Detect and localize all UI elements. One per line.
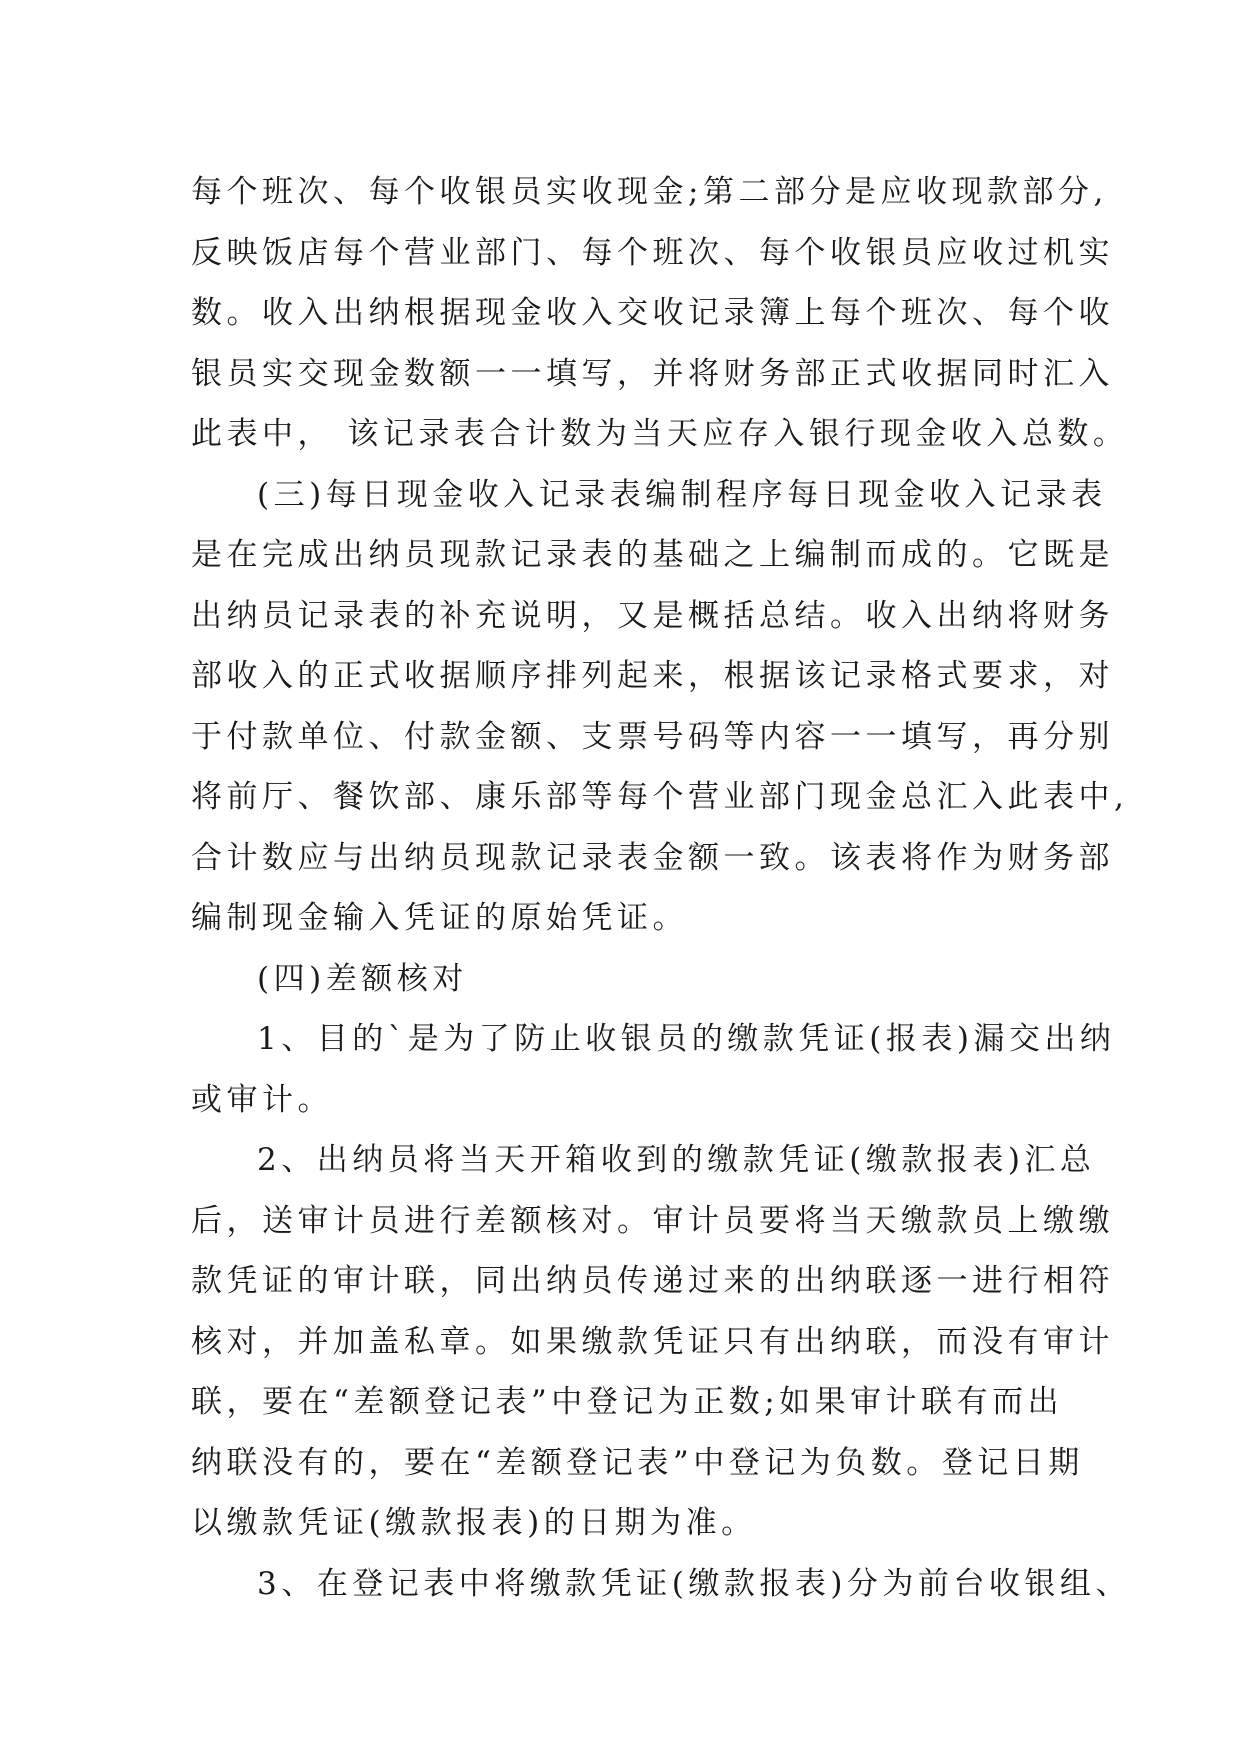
text-line: 数。收入出纳根据现金收入交收记录簿上每个班次、每个收 (191, 295, 1114, 331)
text-line: 编制现金输入凭证的原始凭证。 (191, 900, 688, 936)
text-line: (三)每日现金收入记录表编制程序每日现金收入记录表 (257, 476, 1107, 513)
text-line: 联，要在“差额登记表”中登记为正数;如果审计联有而出 (191, 1384, 1064, 1420)
text-line: 款凭证的审计联，同出纳员传递过来的出纳联逐一进行相符 (191, 1263, 1114, 1299)
text-line: 部收入的正式收据顺序排列起来，根据该记录格式要求，对 (191, 658, 1114, 694)
text-line: 3、在登记表中将缴款凭证(缴款报表)分为前台收银组、 (257, 1565, 1131, 1602)
text-line: 银员实交现金数额一一填写，并将财务部正式收据同时汇入 (191, 355, 1114, 392)
text-line: 以缴款凭证(缴款报表)的日期为准。 (191, 1505, 757, 1541)
text-line: 此表中， 该记录表合计数为当天应存入银行现金收入总数。 (191, 416, 1129, 452)
text-line: 或审计。 (191, 1081, 333, 1118)
text-line: 每个班次、每个收银员实收现金;第二部分是应收现款部分, (191, 174, 1108, 210)
document-body (191, 162, 1131, 1614)
text-line: 将前厅、餐饮部、康乐部等每个营业部门现金总汇入此表中, (191, 779, 1129, 815)
text-line: 1、目的`是为了防止收银员的缴款凭证(报表)漏交出纳 (257, 1021, 1116, 1057)
text-line: 反映饭店每个营业部门、每个班次、每个收银员应收过机实 (191, 234, 1114, 271)
text-line: 出纳员记录表的补充说明，又是概括总结。收入出纳将财务 (191, 597, 1114, 634)
text-line: 纳联没有的，要在“差额登记表”中登记为负数。登记日期 (191, 1444, 1084, 1481)
text-line: (四)差额核对 (257, 960, 468, 997)
text-line: 于付款单位、付款金额、支票号码等内容一一填写，再分别 (191, 718, 1114, 755)
text-line: 2、出纳员将当天开箱收到的缴款凭证(缴款报表)汇总 (257, 1142, 1096, 1178)
text-line: 合计数应与出纳员现款记录表金额一致。该表将作为财务部 (191, 839, 1114, 876)
text-line: 是在完成出纳员现款记录表的基础之上编制而成的。它既是 (191, 537, 1114, 573)
text-line: 后，送审计员进行差额核对。审计员要将当天缴款员上缴缴 (191, 1202, 1114, 1239)
text-line: 核对，并加盖私章。如果缴款凭证只有出纳联，而没有审计 (191, 1323, 1114, 1360)
